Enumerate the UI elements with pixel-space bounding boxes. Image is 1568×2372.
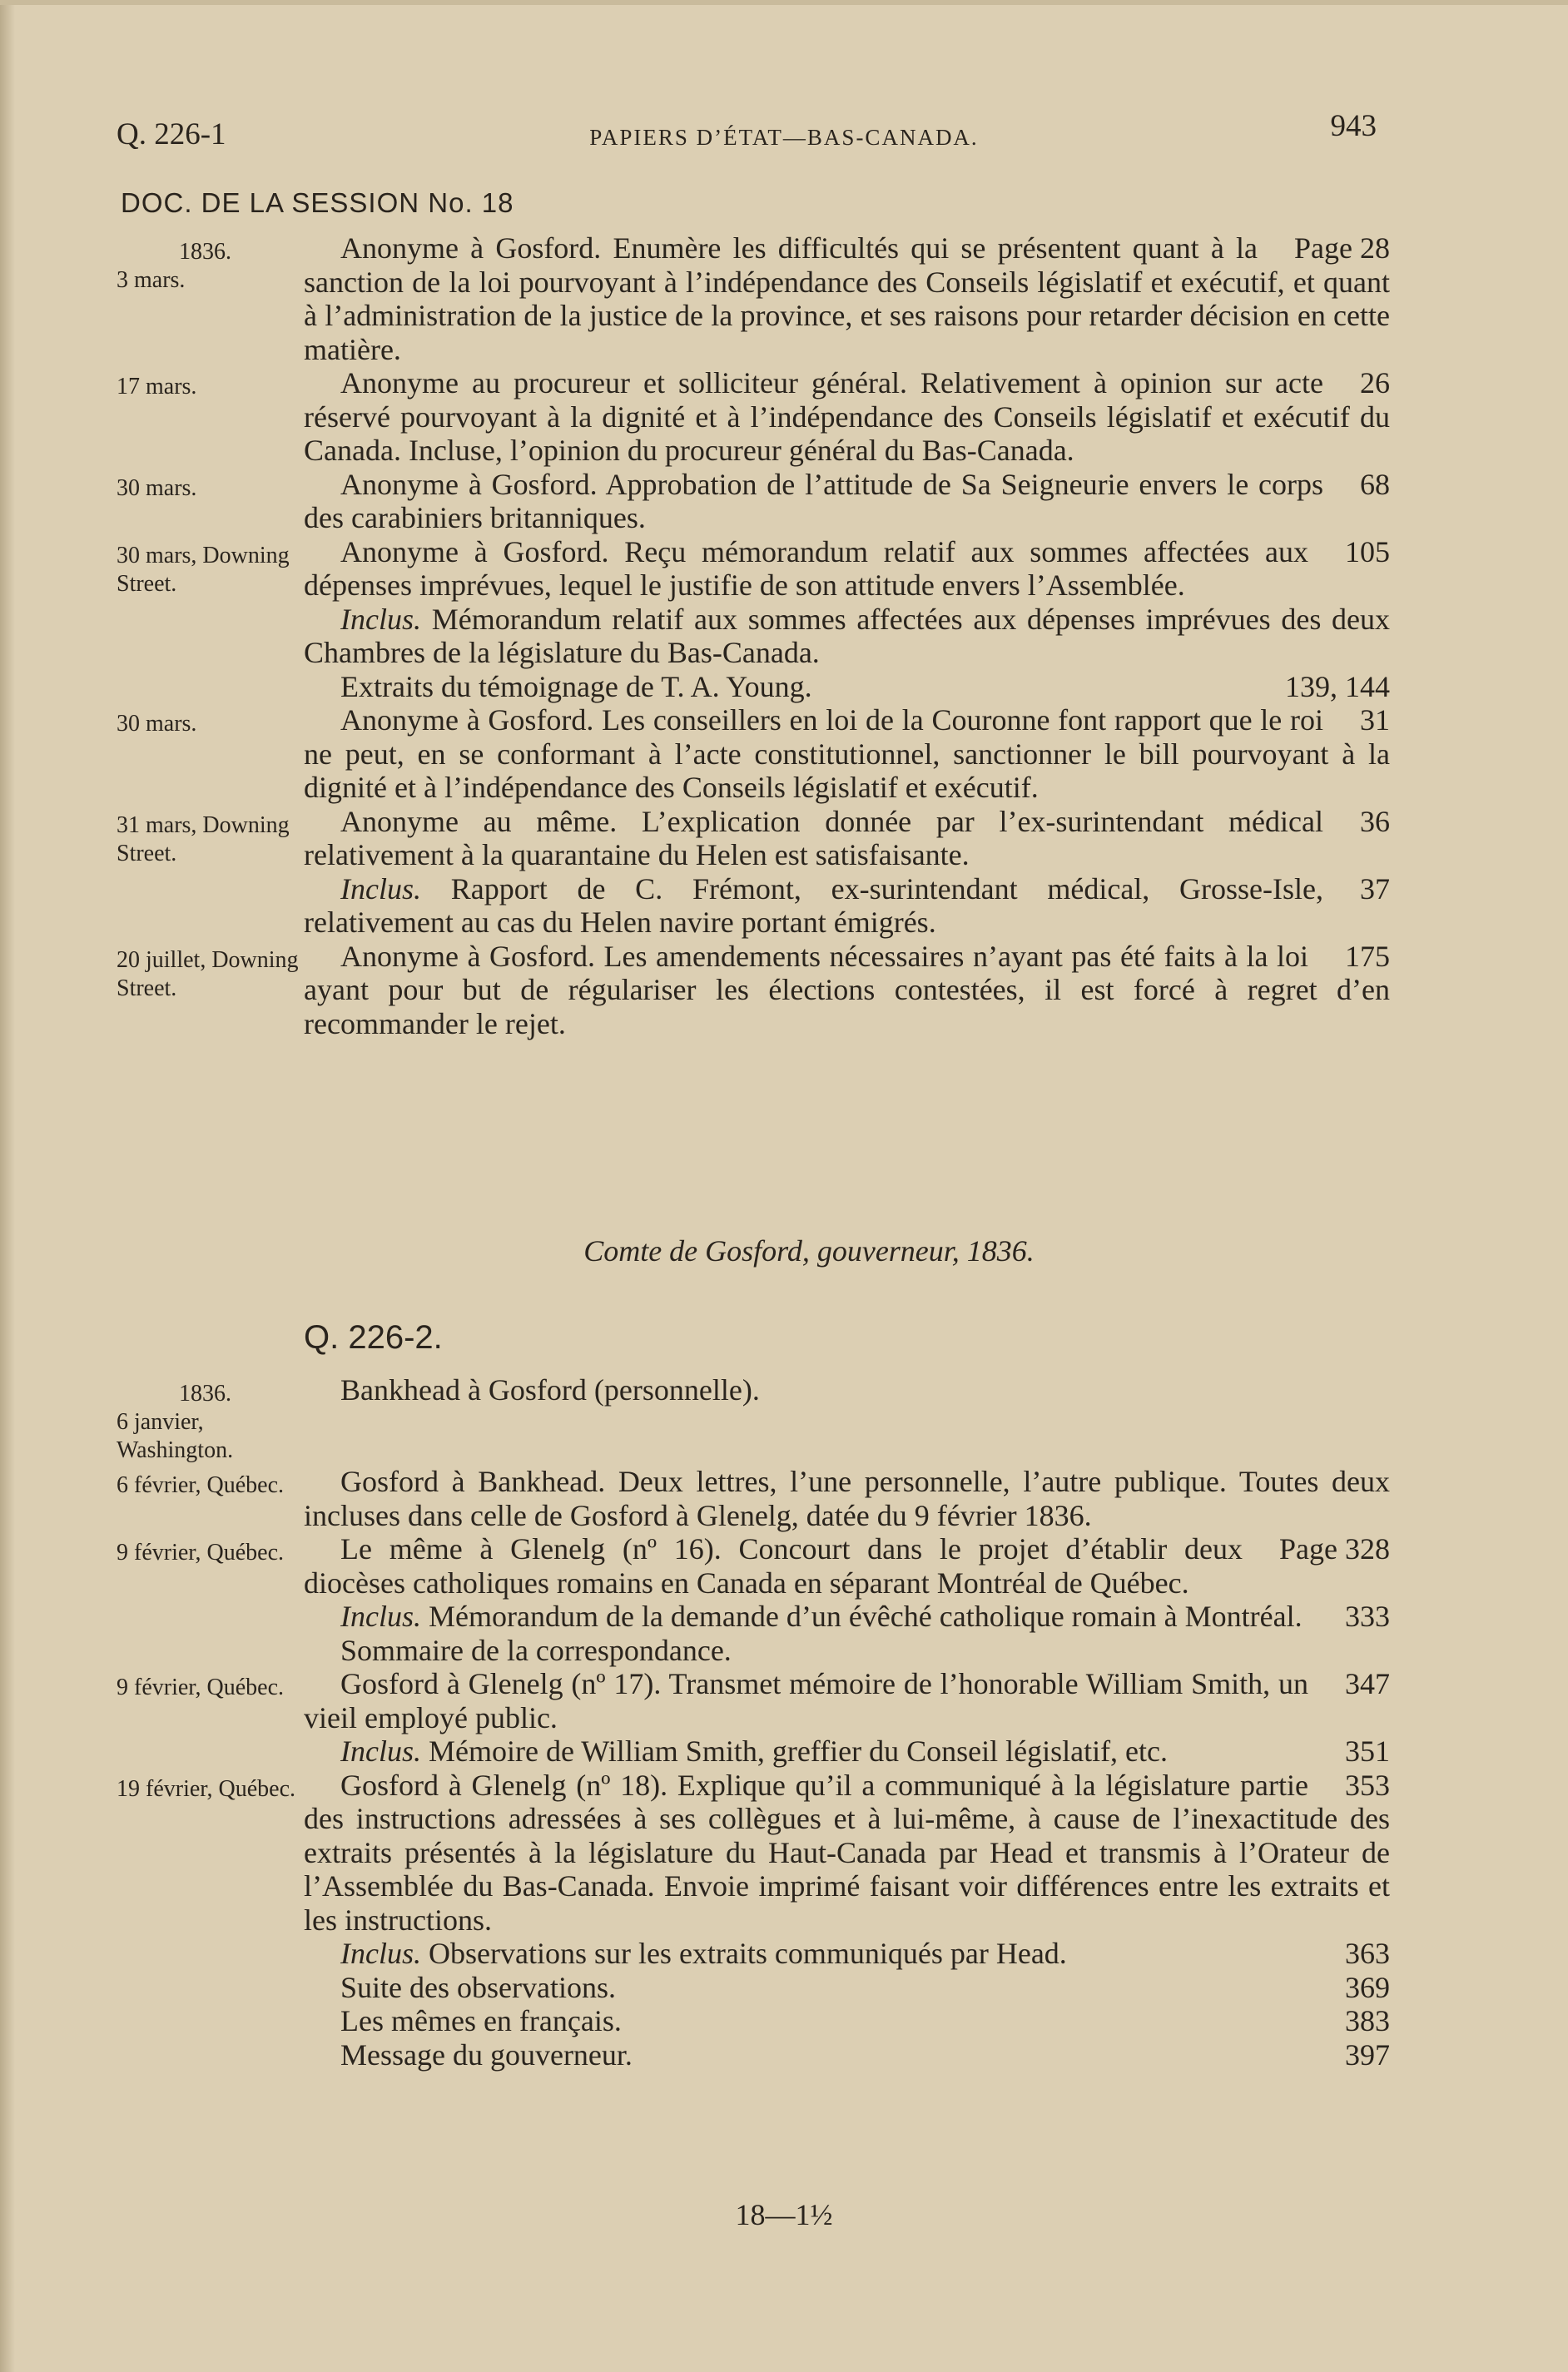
entry-date: 9 février, Québec.: [117, 1675, 284, 1700]
entry-text: Message du gouverneur.: [340, 2037, 633, 2072]
entry-paragraph: [304, 1532, 1390, 1600]
entry-body: [304, 1667, 1390, 1769]
entry-paragraph: [304, 1634, 1390, 1668]
entry-body: [304, 703, 1390, 805]
section-title-q226-2: Q. 226-2.: [304, 1319, 443, 1356]
entry-date-column: [117, 703, 304, 805]
entry-text: Anonyme à Gosford. Approbation de l’attitude de Sa Seigneurie envers le corps des carabiniers britanniques.: [304, 467, 1323, 534]
entry-date-column: [117, 940, 304, 1041]
inclusion-label: Inclus.: [340, 602, 421, 636]
signature-line: Comte de Gosford, gouverneur, 1836.: [583, 1234, 1035, 1268]
entry-date: 30 mars.: [117, 711, 197, 737]
entry-text: Observations sur les extraits communiqués par Head.: [428, 1937, 1067, 1970]
entry-paragraph: [304, 231, 1390, 366]
entry-year: 1836.: [179, 1381, 231, 1407]
entry-text: Extraits du témoignage de T. A. Young.: [340, 669, 812, 703]
page-reference: 105: [1345, 534, 1390, 568]
entry-text: Rapport de C. Frémont, ex-surintendant médical, Grosse-Isle, relativement au cas du Helen navire portant émigrés.: [304, 871, 1323, 939]
entry-body: [304, 468, 1390, 535]
page-reference: Page 28: [1294, 231, 1390, 265]
page-reference: 363: [1345, 1937, 1390, 1970]
inclusion-label: Inclus.: [340, 1734, 421, 1768]
session-doc-label: DOC. DE LA SESSION No. 18: [121, 187, 514, 218]
entry-text: Anonyme à Gosford. Les conseillers en loi de la Couronne font rapport que le roi ne peut, en se conformant à l’acte constitutionnel, sanctionner le bill pourvoyant à la dignité et à l’indépendance des Conseils législatif et exécutif.: [304, 703, 1390, 804]
entry-date-column: [117, 468, 304, 535]
entry-date-column: [117, 535, 304, 704]
entry-body: [304, 231, 1390, 366]
entry: [117, 1532, 1390, 1667]
entry-date: 30 mars.: [117, 474, 197, 501]
entry-paragraph: [304, 1937, 1390, 1971]
entry-date-column: [117, 1373, 304, 1465]
header-title: PAPIERS D’ÉTAT—BAS-CANADA.: [589, 125, 979, 150]
entry-date: 6 janvier, Washington.: [117, 1409, 234, 1463]
inclusion-label: Inclus.: [340, 871, 421, 906]
page-reference: 139, 144: [1285, 669, 1390, 703]
entry-paragraph: [304, 940, 1390, 1041]
entry: [117, 703, 1390, 805]
entry-paragraph: [304, 2038, 1390, 2072]
page-reference: 36: [1360, 804, 1390, 838]
entry-text: Les mêmes en français.: [340, 2004, 622, 2037]
inclusion-label: Inclus.: [340, 1937, 421, 1970]
entry-paragraph: [304, 1373, 1390, 1407]
entry: [117, 366, 1390, 468]
entry-body: [304, 805, 1390, 940]
entry-text: Anonyme à Gosford. Les amendements nécessaires n’ayant pas été faits à la loi ayant pour but de régulariser les élections contestées, il est forcé à regret d’en recommander le rejet.: [304, 939, 1390, 1040]
page-reference: 31: [1360, 703, 1390, 737]
entry-paragraph: [304, 1600, 1390, 1634]
entry-date: 20 juillet, Downing Street.: [117, 946, 299, 1001]
entry-body: [304, 1532, 1390, 1667]
entry-text: Bankhead à Gosford (personnelle).: [340, 1373, 760, 1407]
entry-text: Anonyme à Gosford. Reçu mémorandum relatif aux sommes affectées aux dépenses imprévues, lequel le justifie de son attitude envers l’Assemblée.: [304, 534, 1308, 602]
entry-date: 9 février, Québec.: [117, 1540, 284, 1566]
page-reference: Page 328: [1279, 1532, 1390, 1566]
entry: [117, 940, 1390, 1041]
entry: [117, 468, 1390, 535]
entry: [117, 535, 1390, 704]
entry-paragraph: [304, 603, 1390, 670]
entry-paragraph: [304, 805, 1390, 872]
page-reference: 383: [1345, 2004, 1390, 2037]
entry-paragraph: [304, 535, 1390, 603]
entry-date: 6 février, Québec.: [117, 1472, 284, 1498]
page-reference: 369: [1345, 1970, 1390, 2004]
entry: [117, 1465, 1390, 1532]
entry-text: Anonyme au procureur et solliciteur général. Relativement à opinion sur acte réservé pourvoyant à la dignité et à l’indépendance des Conseils législatif et exécutif du Canada. Incluse, l’opinion du procureur général du Bas-Canada.: [304, 366, 1390, 467]
entry-text: Gosford à Glenelg (nº 18). Explique qu’il a communiqué à la législature partie des instructions adressées à ses collègues et à lui-même, à cause de l’inexactitude des extraits présentés à la législature du Haut-Canada par Head et transmis à l’Orateur de l’Assemblée du Bas-Canada. Envoie imprimé faisant voir différences entre les extraits et les instructions.: [304, 1768, 1390, 1937]
entry-date-column: [117, 1532, 304, 1667]
entry-text: Gosford à Bankhead. Deux lettres, l’une personnelle, l’autre publique. Toutes deux incluses dans celle de Gosford à Glenelg, datée du 9 février 1836.: [304, 1465, 1390, 1532]
entry-paragraph: [304, 872, 1390, 940]
entry-paragraph: [304, 703, 1390, 805]
entry-year: 1836.: [179, 239, 231, 265]
entry-date-column: [117, 231, 304, 366]
entry-body: [304, 535, 1390, 704]
inclusion-label: Inclus.: [340, 1600, 421, 1633]
page-top-edge: [0, 0, 1568, 5]
entry-body: [304, 940, 1390, 1041]
entry-date: 31 mars, Downing Street.: [117, 811, 290, 866]
entry-date-column: [117, 1667, 304, 1769]
entry-date: 19 février, Québec.: [117, 1775, 295, 1802]
page-reference: 26: [1360, 366, 1390, 399]
page-binding-shadow: [0, 0, 15, 2372]
entry: [117, 1769, 1390, 2072]
entry-date-column: [117, 366, 304, 468]
entry-date-column: [117, 805, 304, 940]
entry-text: Suite des observations.: [340, 1970, 616, 2004]
page-reference: 353: [1345, 1768, 1390, 1802]
header-series-code: Q. 226-1: [117, 117, 226, 151]
page-reference: 175: [1345, 939, 1390, 973]
entry-text: Mémoire de William Smith, greffier du Conseil législatif, etc.: [428, 1734, 1169, 1768]
section-q226-1: [117, 231, 1390, 1040]
entry-paragraph: [304, 2004, 1390, 2038]
entry-paragraph: [304, 1971, 1390, 2005]
entry-date: 17 mars.: [117, 374, 197, 399]
page-reference: 68: [1360, 467, 1390, 501]
entry-paragraph: [304, 366, 1390, 468]
entry-paragraph: [304, 670, 1390, 704]
entry-paragraph: [304, 1667, 1390, 1734]
entry-body: [304, 366, 1390, 468]
entry-date-column: [117, 1769, 304, 2072]
entry-paragraph: [304, 1734, 1390, 1769]
page-reference: 37: [1360, 871, 1390, 906]
entry: [117, 1373, 1390, 1465]
entry-date: 30 mars, Downing Street.: [117, 542, 290, 597]
footer-signature-mark: 18—1½: [735, 2198, 833, 2231]
section-q226-2: [117, 1373, 1390, 2072]
entry-date-column: [117, 1465, 304, 1532]
page-reference: 333: [1345, 1600, 1390, 1633]
entry: [117, 231, 1390, 366]
page-reference: 347: [1345, 1667, 1390, 1700]
entry-date: 3 mars.: [117, 267, 186, 293]
entry-text: Mémorandum de la demande d’un évêché catholique romain à Montréal.: [428, 1600, 1303, 1633]
page-reference: 351: [1345, 1734, 1390, 1768]
page-reference: 397: [1345, 2037, 1390, 2072]
entry: [117, 805, 1390, 940]
entry-paragraph: [304, 468, 1390, 535]
entry-body: [304, 1373, 1390, 1465]
entry-text: Anonyme au même. L’explication donnée par l’ex-surintendant médical relativement à la quarantaine du Helen est satisfaisante.: [304, 804, 1323, 871]
entry-text: Anonyme à Gosford. Enumère les difficultés qui se présentent quant à la sanction de la loi pourvoyant à l’indépendance des Conseils législatif et exécutif, et quant à l’administration de la justice de la province, et ses raisons pour retarder décision en cette matière.: [304, 231, 1390, 366]
entry-paragraph: [304, 1769, 1390, 1938]
entry-text: Mémorandum relatif aux sommes affectées aux dépenses imprévues des deux Chambres de la législature du Bas-Canada.: [304, 602, 1391, 669]
entry-text: Gosford à Glenelg (nº 17). Transmet mémoire de l’honorable William Smith, un vieil employé public.: [304, 1667, 1308, 1734]
entry: [117, 1667, 1390, 1769]
entry-body: [304, 1465, 1390, 1532]
header-page-number: 943: [1330, 109, 1377, 143]
entry-text: Le même à Glenelg (nº 16). Concourt dans le projet d’établir deux diocèses catholiques romains en Canada en séparant Montréal de Québec.: [304, 1532, 1243, 1600]
entry-body: [304, 1769, 1390, 2072]
entry-text: Sommaire de la correspondance.: [340, 1633, 732, 1667]
entry-paragraph: [304, 1465, 1390, 1532]
